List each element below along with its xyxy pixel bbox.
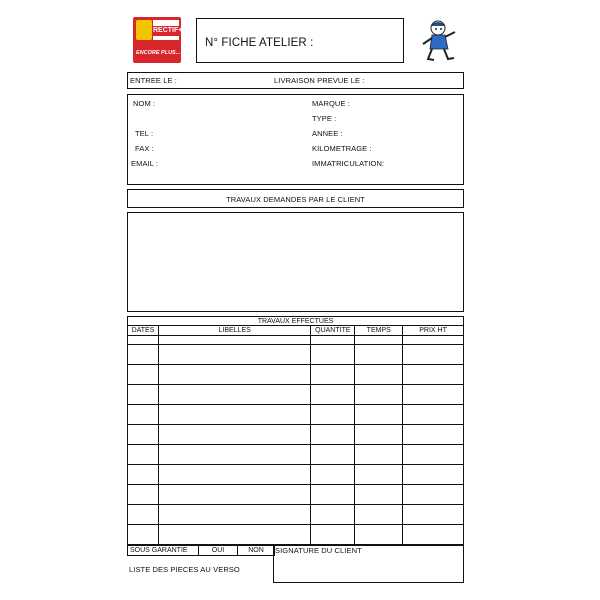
table-cell[interactable] [355, 465, 403, 485]
entree-label: ENTREE LE : [130, 76, 177, 85]
table-row [128, 365, 464, 385]
oui-checkbox[interactable]: OUI [199, 546, 238, 556]
table-row [128, 485, 464, 505]
table-cell[interactable] [311, 405, 355, 425]
table-cell[interactable] [158, 525, 310, 545]
table-row [128, 385, 464, 405]
table-cell[interactable] [355, 336, 403, 345]
col-dates: DATES [128, 326, 159, 336]
table-cell[interactable] [311, 465, 355, 485]
fax-label: FAX : [135, 144, 154, 153]
table-cell[interactable] [403, 445, 464, 465]
col-libelles: LIBELLES [158, 326, 310, 336]
travaux-effectues-title: TRAVAUX EFFECTUES [128, 317, 464, 326]
email-label: EMAIL : [131, 159, 159, 168]
travaux-effectues-table [127, 316, 464, 545]
table-cell[interactable] [355, 485, 403, 505]
mechanic-mascot-icon [418, 17, 460, 63]
rectif-logo [133, 17, 181, 63]
table-cell[interactable] [128, 365, 159, 385]
table-cell[interactable] [403, 465, 464, 485]
travaux-demandes-area [127, 212, 464, 312]
annee-label: ANNEE : [312, 129, 343, 138]
signature-label: SIGNATURE DU CLIENT [275, 546, 362, 555]
table-cell[interactable] [128, 485, 159, 505]
table-cell[interactable] [355, 405, 403, 425]
table-cell[interactable] [355, 365, 403, 385]
table-cell[interactable] [158, 365, 310, 385]
table-cell[interactable] [158, 465, 310, 485]
table-row [128, 465, 464, 485]
table-row [128, 525, 464, 545]
logo-tagline: RECTIF+ [153, 27, 183, 34]
table-row [128, 445, 464, 465]
marque-label: MARQUE : [312, 99, 350, 108]
table-cell[interactable] [403, 425, 464, 445]
table-cell[interactable] [158, 485, 310, 505]
table-cell[interactable] [158, 385, 310, 405]
col-temps: TEMPS [355, 326, 403, 336]
table-row [128, 425, 464, 445]
non-checkbox[interactable]: NON [238, 546, 275, 556]
client-info-box [127, 94, 464, 185]
sous-garantie-label: SOUS GARANTIE [128, 546, 199, 556]
table-cell[interactable] [403, 336, 464, 345]
table-cell[interactable] [311, 365, 355, 385]
table-cell[interactable] [355, 525, 403, 545]
table-cell[interactable] [355, 445, 403, 465]
tel-label: TEL : [135, 129, 154, 138]
table-cell[interactable] [403, 505, 464, 525]
table-cell[interactable] [311, 345, 355, 365]
table-row [128, 345, 464, 365]
table-row [128, 505, 464, 525]
table-cell[interactable] [158, 425, 310, 445]
table-cell[interactable] [158, 505, 310, 525]
table-cell[interactable] [311, 445, 355, 465]
table-cell[interactable] [311, 336, 355, 345]
col-prix-ht: PRIX HT [403, 326, 464, 336]
table-cell[interactable] [128, 405, 159, 425]
table-cell[interactable] [128, 445, 159, 465]
travaux-demandes-title: TRAVAUX DEMANDES PAR LE CLIENT [226, 195, 365, 204]
table-cell[interactable] [403, 405, 464, 425]
table-cell[interactable] [403, 365, 464, 385]
table-cell[interactable] [128, 525, 159, 545]
table-cell[interactable] [355, 425, 403, 445]
table-cell[interactable] [158, 445, 310, 465]
table-cell[interactable] [128, 385, 159, 405]
table-cell[interactable] [355, 505, 403, 525]
table-row [128, 405, 464, 425]
logo-slogan: ENCORE PLUS... [136, 50, 181, 56]
table-cell[interactable] [128, 336, 159, 345]
table-cell[interactable] [311, 525, 355, 545]
table-cell[interactable] [128, 505, 159, 525]
garantie-table [127, 545, 275, 556]
table-cell[interactable] [403, 485, 464, 505]
type-label: TYPE : [312, 114, 337, 123]
liste-pieces-label: LISTE DES PIECES AU VERSO [129, 565, 240, 574]
table-cell[interactable] [311, 385, 355, 405]
table-cell[interactable] [355, 385, 403, 405]
immatriculation-label: IMMATRICULATION: [312, 159, 385, 168]
table-cell[interactable] [158, 345, 310, 365]
nom-label: NOM : [133, 99, 156, 108]
table-cell[interactable] [128, 465, 159, 485]
table-cell[interactable] [311, 485, 355, 505]
table-cell[interactable] [403, 525, 464, 545]
table-cell[interactable] [158, 336, 310, 345]
col-quantite: QUANTITE [311, 326, 355, 336]
table-cell[interactable] [403, 385, 464, 405]
page-title: N° FICHE ATELIER : [205, 37, 314, 49]
table-cell[interactable] [158, 405, 310, 425]
table-cell[interactable] [311, 425, 355, 445]
table-cell[interactable] [403, 345, 464, 365]
kilometrage-label: KILOMETRAGE : [312, 144, 372, 153]
livraison-label: LIVRAISON PREVUE LE : [274, 76, 365, 85]
table-cell[interactable] [355, 345, 403, 365]
table-cell[interactable] [128, 425, 159, 445]
table-cell[interactable] [311, 505, 355, 525]
table-cell[interactable] [128, 345, 159, 365]
